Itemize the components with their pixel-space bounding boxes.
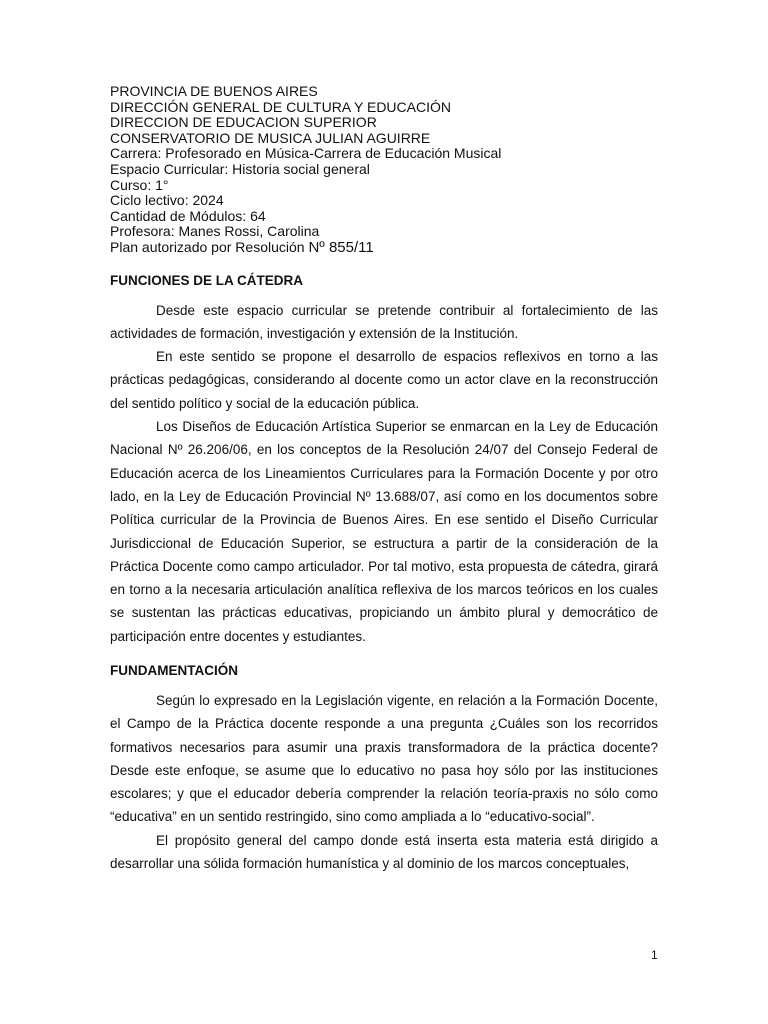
header-resolution — [110, 240, 658, 256]
document-header — [110, 84, 658, 256]
section-title-fundamentacion: FUNDAMENTACIÓN — [110, 662, 238, 678]
funciones-paragraph-1: Desde este espacio curricular se pretende contribuir al fortalecimiento de las actividades de formación, investigación y extensión de la Institución. — [110, 302, 658, 341]
header-curricular-space: Espacio Curricular: Historia social general — [110, 160, 370, 177]
fundamentacion-paragraph-1: Según lo expresado en la Legislación vigente, en relación a la Formación Docente, el Campo de la Práctica docente responde a una pregunta ¿Cuáles son los recorridos formativos necesarios para asumir una praxis transformadora de la práctica docente? Desde este enfoque, se asume que lo educativo no pasa hoy sólo por las instituciones escolares; y que el educador debería comprender la relación teoría-praxis no sólo como “educativa” en un sentido restringido, sino como ampliada a lo “educativo-social”. — [110, 692, 658, 825]
header-modules: Cantidad de Módulos: 64 — [110, 207, 266, 224]
header-career: Carrera: Profesorado en Música-Carrera de Educación Musical — [110, 145, 502, 162]
funciones-paragraph-2: En este sentido se propone el desarrollo de espacios reflexivos en torno a las prácticas pedagógicas, considerando al docente como un actor clave en la reconstrucción del sentido político y social de la educación pública. — [110, 349, 658, 411]
header-direction-general: DIRECCIÓN GENERAL DE CULTURA Y EDUCACIÓN — [110, 98, 451, 115]
header-school-year: Ciclo lectivo: 2024 — [110, 192, 224, 209]
resolution-number: Nº 855/11 — [308, 238, 374, 256]
section-title-funciones: FUNCIONES DE LA CÁTEDRA — [110, 272, 304, 288]
fundamentacion-paragraph-2: El propósito general del campo donde está inserta esta materia está dirigido a desarrollar una sólida formación humanística y al dominio de los marcos conceptuales, — [110, 832, 658, 872]
header-province: PROVINCIA DE BUENOS AIRES — [110, 83, 318, 99]
resolution-prefix: Plan autorizado por Resolución — [110, 238, 309, 255]
header-teacher: Profesora: Manes Rossi, Carolina — [110, 223, 320, 240]
page-number: 1 — [651, 948, 658, 962]
header-course: Curso: 1° — [110, 176, 169, 193]
document-body — [110, 84, 658, 875]
header-direction-superior: DIRECCION DE EDUCACION SUPERIOR — [110, 114, 377, 131]
header-conservatory: CONSERVATORIO DE MUSICA JULIAN AGUIRRE — [110, 129, 431, 146]
funciones-paragraph-3: Los Diseños de Educación Artística Superior se enmarcan en la Ley de Educación Nacional Nº 26.206/06, en los conceptos de la Resolución 24/07 del Consejo Federal de Educación acerca de los Lineamientos Curriculares para la Formación Docente y por otro lado, en la Ley de Educación Provincial Nº 13.688/07, así como en los documentos sobre Política curricular de la Provincia de Buenos Aires. En ese sentido el Diseño Curricular Jurisdiccional de Educación Superior, se estructura a partir de la consideración de la Práctica Docente como campo articulador. Por tal motivo, esta propuesta de cátedra, girará en torno a la necesaria articulación analítica reflexiva de los marcos teóricos en los cuales se sustentan las prácticas educativas, propiciando un ámbito plural y democrático de participación entre docentes y estudiantes. — [110, 419, 658, 644]
